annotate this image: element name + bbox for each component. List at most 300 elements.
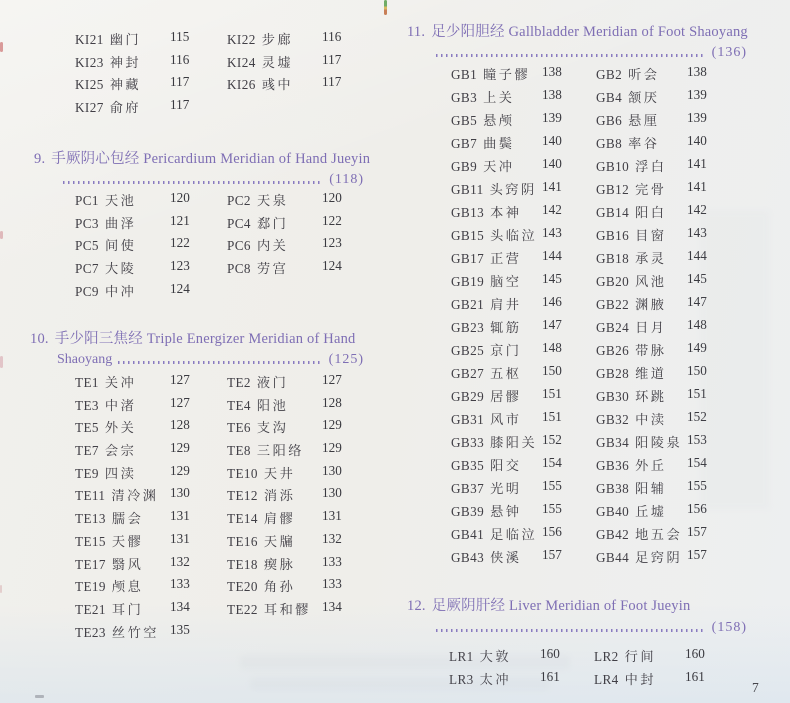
point-name: 京门 [490, 343, 522, 358]
point-page: 116 [170, 51, 190, 67]
point-name: 天井 [263, 465, 296, 481]
toc-entry [75, 74, 227, 97]
toc-entry [227, 576, 389, 599]
toc-entry [594, 646, 752, 669]
point-page: 141 [542, 179, 562, 194]
section-page-ref: (125) [328, 352, 364, 367]
point-code: PC3 [75, 215, 99, 231]
toc-entry [451, 455, 596, 478]
point-code: TE9 [75, 465, 99, 481]
point-name: 俞府 [109, 100, 142, 116]
point-page: 138 [542, 87, 562, 102]
dot-leader [63, 181, 323, 184]
point-name: 太冲 [479, 672, 512, 687]
point-name: 率谷 [628, 136, 660, 151]
point-page: 140 [687, 133, 707, 148]
point-name: 完骨 [635, 182, 667, 197]
toc-entry [596, 87, 754, 110]
point-page: 139 [687, 110, 707, 125]
point-code: KI25 [75, 77, 104, 93]
toc-entry [451, 363, 596, 386]
point-page: 141 [687, 156, 707, 171]
point-page: 147 [542, 317, 562, 332]
point-page: 151 [542, 409, 562, 424]
point-name: 阳池 [256, 397, 289, 413]
point-name: 外关 [104, 420, 137, 436]
point-code: GB23 [451, 320, 485, 335]
point-page: 122 [170, 235, 190, 251]
point-name: 天髎 [111, 533, 144, 549]
point-code: KI23 [75, 54, 104, 70]
point-code: KI26 [227, 77, 256, 93]
point-name: 阳陵泉 [635, 435, 683, 450]
toc-entry [451, 547, 596, 570]
point-code: GB36 [596, 458, 630, 473]
section-number: 10. [30, 331, 49, 347]
toc-entry [227, 417, 389, 440]
point-name: 耳门 [111, 601, 144, 617]
point-name: 目窗 [635, 228, 667, 243]
toc-entry [451, 179, 596, 202]
toc-entry [227, 599, 389, 622]
point-page: 161 [540, 669, 560, 684]
toc-entry [227, 213, 389, 236]
point-page: 142 [687, 202, 707, 217]
point-page: 129 [170, 440, 190, 456]
toc-entry [75, 395, 227, 418]
point-name: 三阳络 [256, 443, 304, 459]
point-page: 127 [170, 372, 190, 387]
point-name: 郄门 [256, 215, 289, 231]
point-page: 151 [542, 386, 562, 401]
point-code: GB22 [596, 297, 630, 312]
point-name: 足窍阴 [635, 550, 683, 565]
point-name: 天冲 [483, 159, 515, 174]
kidney-meridian-continuation-entries [75, 29, 389, 120]
dot-leader [436, 54, 706, 57]
point-page: 160 [685, 646, 705, 661]
point-name: 彧中 [261, 77, 294, 93]
point-page: 131 [322, 508, 342, 524]
point-name: 关冲 [104, 375, 137, 390]
point-page: 122 [322, 212, 342, 228]
point-code: GB25 [451, 343, 485, 358]
point-code: TE5 [75, 420, 99, 436]
point-code: GB4 [596, 90, 623, 105]
point-page: 154 [687, 455, 707, 470]
toc-entry [75, 97, 227, 120]
point-page: 127 [322, 372, 342, 387]
point-code: GB1 [451, 67, 478, 82]
point-code: GB34 [596, 435, 630, 450]
point-name: 劳宫 [256, 261, 289, 277]
point-name: 大敦 [479, 649, 512, 664]
point-page: 124 [322, 258, 342, 274]
page-number: 7 [752, 680, 759, 695]
point-code: GB32 [596, 412, 630, 427]
point-code: LR1 [449, 649, 474, 664]
toc-entry [75, 213, 227, 236]
point-code: TE11 [75, 488, 106, 504]
point-code: GB7 [451, 136, 478, 151]
point-name: 地五会 [635, 527, 683, 542]
point-page: 152 [687, 409, 707, 424]
point-page: 120 [322, 190, 342, 205]
point-name: 侠溪 [490, 550, 522, 565]
point-page: 154 [542, 455, 562, 470]
point-page: 123 [170, 258, 190, 274]
section-number: 12. [407, 598, 426, 614]
point-code: PC9 [75, 283, 99, 299]
point-page: 148 [542, 340, 562, 355]
point-code: PC5 [75, 238, 99, 254]
section-title: 足厥阴肝经 Liver Meridian of Foot Jueyin [431, 598, 691, 614]
section-page-ref: (158) [711, 620, 747, 635]
toc-entry [594, 669, 752, 692]
point-page: 129 [322, 440, 342, 456]
point-code: TE19 [75, 579, 106, 595]
point-name: 带脉 [635, 343, 667, 358]
scan-mark-red [0, 231, 3, 239]
toc-entry [227, 29, 389, 52]
point-name: 四渎 [104, 465, 137, 481]
point-name: 上关 [483, 90, 515, 105]
point-page: 157 [687, 547, 707, 562]
point-page: 124 [170, 280, 190, 296]
point-page: 155 [687, 478, 707, 493]
point-page: 121 [170, 212, 190, 228]
point-code: TE20 [227, 579, 258, 595]
point-name: 承灵 [635, 251, 667, 266]
point-name: 行间 [624, 649, 657, 664]
point-name: 间使 [104, 238, 137, 254]
point-page: 140 [542, 156, 562, 171]
point-page: 149 [687, 340, 707, 355]
point-name: 神封 [109, 54, 142, 70]
toc-entry [75, 52, 227, 75]
point-page: 146 [542, 294, 562, 309]
point-page: 150 [687, 363, 707, 378]
point-name: 中冲 [104, 283, 137, 299]
point-name: 瘈脉 [263, 556, 296, 572]
toc-entry [227, 554, 389, 577]
point-code: LR2 [594, 649, 619, 664]
point-code: GB2 [596, 67, 623, 82]
section-heading-triple-energizer [30, 327, 356, 348]
point-code: GB43 [451, 550, 485, 565]
point-name: 翳风 [111, 556, 144, 572]
point-page: 133 [322, 576, 342, 592]
point-name: 头临泣 [490, 228, 538, 243]
point-code: GB38 [596, 481, 630, 496]
point-code: PC1 [75, 193, 99, 208]
point-page: 127 [170, 394, 190, 410]
point-code: GB21 [451, 297, 485, 312]
point-name: 天泉 [256, 193, 289, 208]
toc-entry [75, 508, 227, 531]
toc-entry [227, 190, 389, 213]
point-page: 115 [170, 29, 190, 44]
point-code: TE12 [227, 488, 258, 504]
toc-entry [75, 554, 227, 577]
point-code: GB8 [596, 136, 623, 151]
point-name: 角孙 [263, 579, 296, 595]
point-name: 丝竹空 [111, 624, 159, 640]
toc-entry [596, 179, 754, 202]
point-code: GB16 [596, 228, 630, 243]
point-code: KI22 [227, 32, 256, 47]
point-page: 141 [687, 179, 707, 194]
point-page: 145 [542, 271, 562, 286]
point-code: TE18 [227, 556, 258, 572]
point-code: PC8 [227, 261, 251, 277]
point-name: 神藏 [109, 77, 142, 93]
point-code: TE2 [227, 375, 251, 390]
point-code: GB18 [596, 251, 630, 266]
point-page: 117 [322, 51, 342, 67]
point-page: 123 [322, 235, 342, 251]
point-code: TE15 [75, 533, 106, 549]
point-name: 耳和髎 [263, 601, 311, 617]
section-number: 9. [34, 151, 46, 167]
point-name: 清冷渊 [111, 488, 159, 504]
section-heading-liver [407, 594, 690, 615]
point-code: GB41 [451, 527, 485, 542]
toc-entry [227, 440, 389, 463]
point-page: 120 [170, 190, 190, 205]
point-code: GB5 [451, 113, 478, 128]
point-code: GB19 [451, 274, 485, 289]
toc-entry [75, 485, 227, 508]
section-leader-pericardium [57, 172, 364, 188]
point-code: TE13 [75, 511, 106, 527]
point-name: 中渎 [635, 412, 667, 427]
section-leader-liver [430, 620, 747, 636]
point-page: 117 [170, 74, 190, 90]
point-page: 133 [170, 576, 190, 592]
point-code: GB10 [596, 159, 630, 174]
point-code: GB24 [596, 320, 630, 335]
point-name: 本神 [490, 205, 522, 220]
point-code: TE21 [75, 601, 106, 617]
point-page: 140 [542, 133, 562, 148]
point-name: 中封 [624, 672, 657, 687]
toc-entry [227, 235, 389, 258]
point-code: GB35 [451, 458, 485, 473]
point-page: 144 [542, 248, 562, 263]
toc-entry [451, 501, 596, 524]
toc-entry [227, 74, 389, 97]
point-code: GB42 [596, 527, 630, 542]
point-name: 脑空 [490, 274, 522, 289]
point-code: GB31 [451, 412, 485, 427]
point-page: 157 [542, 547, 562, 562]
toc-entry [451, 432, 596, 455]
point-code: TE23 [75, 624, 106, 640]
toc-entry [227, 52, 389, 75]
point-page: 130 [322, 462, 342, 478]
point-page: 139 [542, 110, 562, 125]
point-code: PC4 [227, 215, 251, 231]
point-code: TE16 [227, 533, 258, 549]
point-code: GB14 [596, 205, 630, 220]
point-code: KI27 [75, 100, 104, 116]
point-name: 颔厌 [628, 90, 660, 105]
point-code: GB11 [451, 182, 484, 197]
toc-entry [596, 110, 754, 133]
scan-mark-bottom [35, 695, 44, 698]
scan-mark-red [0, 585, 2, 593]
toc-entry [596, 133, 754, 156]
toc-entry [227, 258, 389, 281]
point-name: 曲泽 [104, 215, 137, 231]
toc-entry [596, 524, 754, 547]
point-page: 132 [170, 553, 190, 569]
point-page: 132 [322, 530, 342, 546]
point-name: 听会 [628, 67, 660, 82]
toc-entry [75, 281, 227, 304]
point-page: 150 [542, 363, 562, 378]
point-code: PC7 [75, 261, 99, 277]
point-page: 139 [687, 87, 707, 102]
point-page: 128 [170, 417, 190, 433]
toc-entry [451, 386, 596, 409]
point-code: KI24 [227, 54, 256, 70]
point-page: 144 [687, 248, 707, 263]
point-name: 液门 [256, 375, 289, 390]
point-page: 134 [322, 598, 342, 614]
point-name: 天牖 [263, 533, 296, 549]
point-name: 中渚 [104, 397, 137, 413]
toc-entry [227, 372, 389, 395]
toc-entry [451, 87, 596, 110]
toc-entry [451, 64, 596, 87]
point-name: 光明 [490, 481, 522, 496]
toc-entry [451, 133, 596, 156]
point-code: GB44 [596, 550, 630, 565]
point-page: 130 [170, 485, 190, 501]
point-name: 消泺 [263, 488, 296, 504]
point-code: GB13 [451, 205, 485, 220]
toc-entry [75, 190, 227, 213]
point-page: 130 [322, 485, 342, 501]
point-name: 阳交 [490, 458, 522, 473]
point-code: TE17 [75, 556, 106, 572]
toc-entry [75, 531, 227, 554]
point-name: 五枢 [490, 366, 522, 381]
section-leader-gallbladder [430, 45, 747, 61]
toc-entry [451, 202, 596, 225]
point-name: 肩井 [490, 297, 522, 312]
point-code: TE22 [227, 601, 258, 617]
point-name: 居髎 [490, 389, 522, 404]
point-page: 156 [542, 524, 562, 539]
point-name: 肩髎 [263, 511, 296, 527]
toc-entry [451, 156, 596, 179]
point-code: GB28 [596, 366, 630, 381]
point-page: 151 [687, 386, 707, 401]
point-code: GB39 [451, 504, 485, 519]
toc-entry [451, 409, 596, 432]
point-name: 灵墟 [261, 54, 294, 70]
point-name: 头窍阴 [489, 182, 537, 197]
point-code: GB12 [596, 182, 630, 197]
toc-entry [451, 225, 596, 248]
section-heading-gallbladder [407, 20, 748, 41]
point-name: 阳白 [635, 205, 667, 220]
point-code: GB9 [451, 159, 478, 174]
point-page: 152 [542, 432, 562, 447]
scan-mark-red [0, 42, 3, 52]
point-page: 160 [540, 646, 560, 661]
point-code: GB29 [451, 389, 485, 404]
point-page: 133 [322, 553, 342, 569]
toc-entry [75, 417, 227, 440]
point-code: GB15 [451, 228, 485, 243]
point-page: 155 [542, 501, 562, 516]
point-code: KI21 [75, 32, 104, 47]
point-code: PC6 [227, 238, 251, 254]
bleed-through-ghost [700, 210, 770, 510]
point-name: 瞳子髎 [483, 67, 531, 82]
dot-leader [436, 629, 706, 632]
point-code: LR3 [449, 672, 474, 687]
toc-entry [451, 248, 596, 271]
point-page: 129 [322, 417, 342, 433]
section-number: 11. [407, 24, 426, 40]
point-page: 138 [687, 64, 707, 79]
point-code: LR4 [594, 672, 619, 687]
point-code: TE6 [227, 420, 251, 436]
point-code: GB40 [596, 504, 630, 519]
point-code: TE3 [75, 397, 99, 413]
toc-entry [75, 463, 227, 486]
point-code: TE1 [75, 375, 99, 390]
point-name: 维道 [635, 366, 667, 381]
point-name: 幽门 [109, 32, 142, 47]
section-title-continuation: Shaoyang [57, 352, 113, 367]
point-code: GB27 [451, 366, 485, 381]
point-page: 131 [170, 530, 190, 546]
point-page: 117 [170, 97, 190, 113]
point-name: 外丘 [635, 458, 667, 473]
point-name: 悬钟 [490, 504, 522, 519]
point-page: 156 [687, 501, 707, 516]
point-page: 129 [170, 462, 190, 478]
toc-entry [227, 508, 389, 531]
section-leader-triple-energizer [57, 352, 364, 368]
point-page: 134 [170, 598, 190, 614]
point-name: 膝阳关 [490, 435, 538, 450]
point-name: 步廊 [261, 32, 294, 47]
section-title: 足少阳胆经 Gallbladder Meridian of Foot Shaoyang [431, 24, 748, 40]
point-code: PC2 [227, 193, 251, 208]
section-title: 手厥阴心包经 Pericardium Meridian of Hand Jueyin [51, 151, 371, 167]
point-page: 143 [542, 225, 562, 240]
triple-energizer-entries [75, 372, 389, 644]
toc-entry [227, 531, 389, 554]
point-name: 足临泣 [490, 527, 538, 542]
toc-entry [451, 317, 596, 340]
section-title: 手少阳三焦经 Triple Energizer Meridian of Hand [54, 331, 356, 347]
point-code: GB26 [596, 343, 630, 358]
point-name: 曲鬓 [483, 136, 515, 151]
toc-entry [75, 372, 227, 395]
point-code: TE4 [227, 397, 251, 413]
dot-leader [118, 361, 322, 364]
point-page: 138 [542, 64, 562, 79]
toc-entry [596, 547, 754, 570]
